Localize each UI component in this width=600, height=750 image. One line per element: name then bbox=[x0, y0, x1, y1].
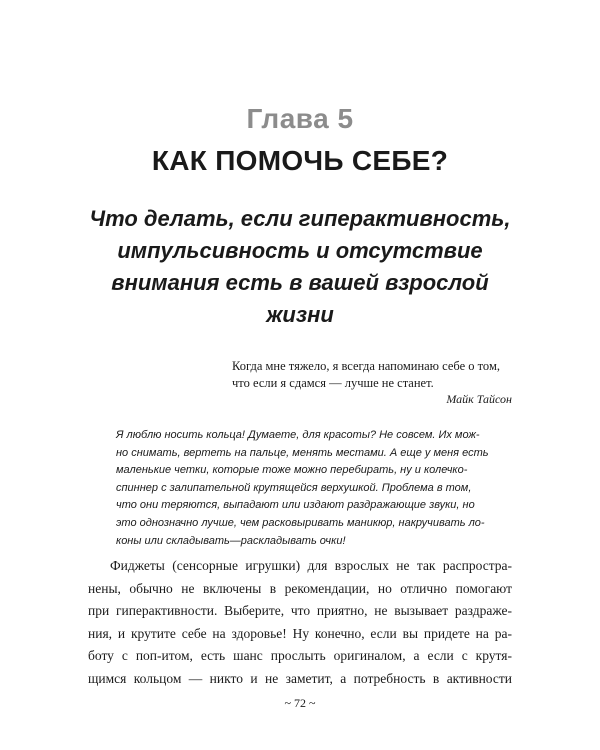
epigraph-author: Майк Тайсон bbox=[446, 392, 512, 406]
quote-line: Я люблю носить кольца! Думаете, для красоты? Не совсем. Их мож- bbox=[116, 429, 480, 441]
body-line: нены, обычно не включены в рекомендации, но отлично помогают bbox=[88, 580, 512, 596]
quote-line: это однозначно лучше, чем расковыривать маникюр, накручивать ло- bbox=[116, 516, 485, 529]
body-line: ния, и крутите себе на здоровье! Ну конечно, если вы придете на ра- bbox=[88, 625, 512, 641]
subtitle-line: жизни bbox=[266, 302, 334, 327]
subtitle-line: внимания есть в вашей взрослой bbox=[111, 270, 489, 295]
quote-line: спиннер с залипательной крутящейся верхушкой. Проблема в том, bbox=[116, 481, 472, 494]
quote-line: коны или складывать—раскладывать очки! bbox=[116, 534, 346, 547]
epigraph bbox=[232, 358, 512, 392]
body-line: щимся кольцом — никто и не заметит, а потребность в активности bbox=[88, 670, 512, 686]
body-line: боту с поп-итом, есть шанс прослыть оригиналом, а если с крутя- bbox=[88, 648, 512, 664]
subtitle-line: импульсивность и отсутствие bbox=[117, 238, 483, 263]
quote-line: но снимать, вертеть на пальце, менять местами. А еще у меня есть bbox=[116, 446, 489, 459]
body-paragraph bbox=[88, 555, 512, 691]
body-line: при гиперактивности. Выберите, что приятно, не вызывает раздраже- bbox=[88, 603, 512, 619]
chapter-title: КАК ПОМОЧЬ СЕБЕ? bbox=[151, 145, 449, 176]
page-number: ~ 72 ~ bbox=[284, 696, 316, 710]
epigraph-line: Когда мне тяжело, я всегда напоминаю себе о том, bbox=[232, 359, 500, 373]
personal-quote bbox=[116, 427, 512, 550]
quote-line: маленькие четки, которые тоже можно перебирать, ну и колечко- bbox=[116, 464, 468, 477]
epigraph-line: что если я сдамся — лучше не станет. bbox=[232, 376, 434, 390]
subtitle-line: Что делать, если гиперактивность, bbox=[89, 206, 511, 231]
chapter-label: Глава 5 bbox=[246, 103, 354, 134]
body-line: Фиджеты (сенсорные игрушки) для взрослых не так распростра- bbox=[110, 558, 512, 573]
chapter-subtitle bbox=[0, 203, 600, 331]
quote-line: что они теряются, выпадают или издают раздражающие звуки, но bbox=[116, 499, 475, 512]
